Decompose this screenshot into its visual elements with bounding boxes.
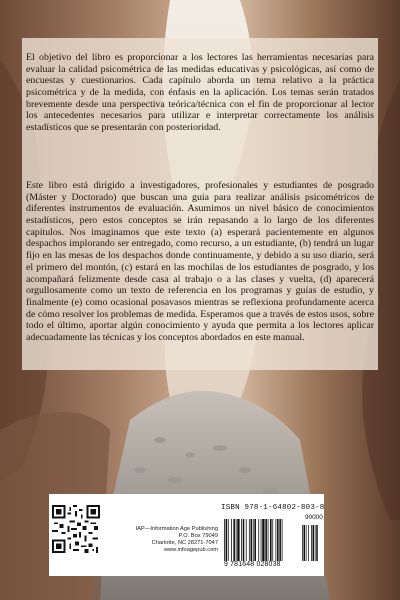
publisher-name: IAP—Information Age Publishing bbox=[135, 526, 218, 532]
barcode-bar bbox=[265, 519, 267, 561]
barcode-addon-bar bbox=[304, 525, 306, 561]
barcode-bar bbox=[270, 519, 272, 561]
barcode-addon-bar bbox=[302, 525, 303, 561]
barcode-bar bbox=[282, 519, 283, 561]
barcode-bar bbox=[254, 519, 256, 561]
barcode-addon-bar bbox=[311, 525, 312, 561]
barcode-addon-bar bbox=[315, 525, 316, 561]
barcode-bar bbox=[258, 519, 259, 561]
barcode-bar bbox=[224, 519, 225, 561]
barcode-bar bbox=[228, 519, 229, 561]
barcode-bar bbox=[268, 519, 269, 561]
barcode-addon-bar bbox=[306, 525, 307, 561]
barcode-bar bbox=[262, 519, 264, 561]
barcode-bar bbox=[251, 519, 253, 561]
barcode-bar bbox=[236, 519, 237, 561]
barcode-bar bbox=[249, 519, 250, 561]
description-paragraph-1: El objetivo del libro es proporcionar a los lectores las herramientas necesarias para evaluar la calidad psicométrica de las medidas educativas y psicológicas, así como de encuestas y cuestionarios. Cada capítulo aborda un tema relativo a la práctica psicométrica y de la medida, con énfasis en la aplicación. Los temas serán tratados brevemente desde una perspectiva teórica/técnica con el fin de proporcionar al lector los antecedentes necesarios para utilizar e interpretar correctamente los análisis estadísticos que se presentarán con posterioridad. bbox=[26, 51, 374, 134]
barcode-bar bbox=[231, 519, 232, 561]
barcode-bar bbox=[275, 519, 276, 561]
publisher-city: Charlotte, NC 28271-7047 bbox=[151, 540, 218, 547]
barcode-digits: 9 781648 028038 bbox=[224, 561, 281, 568]
barcode-addon-bar bbox=[308, 525, 309, 561]
barcode-addon-bar bbox=[316, 525, 318, 561]
barcode-bar bbox=[253, 519, 254, 561]
barcode-bar bbox=[237, 519, 239, 561]
qr-code-icon bbox=[52, 505, 100, 553]
description-paragraph-2: Este libro está dirigido a investigadores, profesionales y estudiantes de posgrado (Máster y Doctorado) que buscan una guía para realizar análisis psicométricos de diferentes instrumentos de evaluación. Asumimos un nivel básico de conocimientos estadísticos, pero estos conceptos se irán repasando a lo largo de los diferentes capítulos. Nos imaginamos que este texto (a) esperará pacientemente en algunos despachos implorando ser entregado, como recurso, a un estudiante, (b) tendrá un lugar fijo en las mesas de los despachos donde continuamente, y debido a su uso diario, será el primero del montón, (c) estará en las mochilas de los estudiantes de posgrado, y los acompañará felizmente desde casa al trabajo o a las clases y vuelta, (d) aparecerá orgullosamente como un texto de referencia en los programas y guías de estudio, y finalmente (e) como ocasional posavasos mientras se reflexiona profundamente acerca de cómo resolver los problemas de medida. Esperamos que a través de estos usos, sobre todo el último, aportar algún conocimiento y ayuda que permita a los lectores aplicar adecuadamente las técnicas y los conceptos abordados en este manual. bbox=[26, 179, 374, 344]
publisher-info bbox=[110, 526, 218, 554]
barcode-bar bbox=[246, 519, 247, 561]
barcode-bar bbox=[272, 519, 273, 561]
barcode-bar bbox=[226, 519, 228, 561]
publisher-po-box: P.O. Box 79049 bbox=[178, 533, 218, 540]
publisher-url[interactable]: www.infoagepub.com bbox=[163, 547, 218, 554]
barcode-icon bbox=[224, 513, 320, 563]
barcode-bar bbox=[241, 519, 242, 561]
barcode-bar bbox=[233, 519, 235, 561]
barcode-addon-bar bbox=[313, 525, 315, 561]
barcode-bar bbox=[243, 519, 245, 561]
isbn-label: ISBN 978-1-64802-803-8 bbox=[221, 504, 325, 512]
barcode-bar bbox=[279, 519, 281, 561]
barcode-bar bbox=[277, 519, 279, 561]
price-code: 90000 bbox=[305, 514, 323, 521]
barcode-bar bbox=[261, 519, 262, 561]
